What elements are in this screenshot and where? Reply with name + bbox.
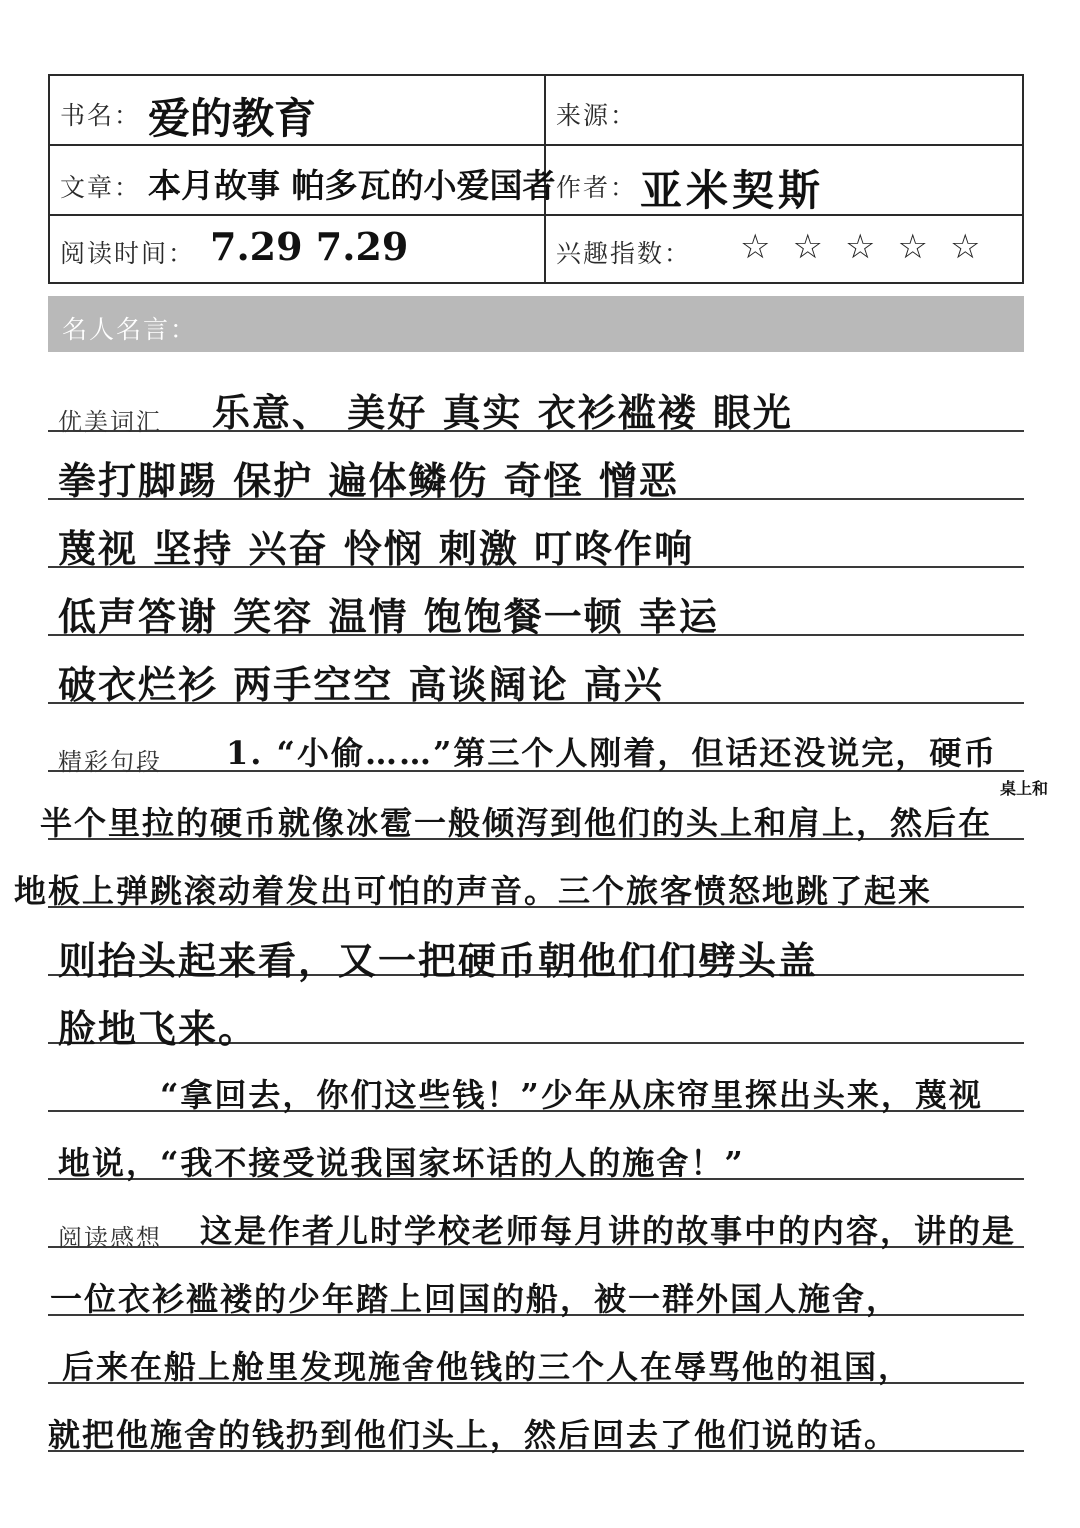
time-value: 7.29 7.29	[210, 224, 409, 269]
passage-line: 1. “小偷……”第三个人刚着，但话还没说完，硬币	[226, 734, 998, 772]
passage-line: 地板上弹跳滚动着发出可怕的声音。三个旅客愤怒地跳了起来	[14, 872, 933, 910]
divider	[544, 76, 546, 144]
vocab-line: 蔑视 坚持 兴奋 怜悯 刺激 叮咚作响	[58, 526, 695, 571]
interest-stars	[740, 227, 981, 267]
reflection-line: 后来在船上舱里发现施舍他钱的三个人在辱骂他的祖国，	[62, 1348, 913, 1386]
source-label: 来源：	[556, 101, 638, 130]
author-value: 亚米契斯	[640, 166, 825, 215]
row-book-source	[50, 76, 1022, 146]
row-article-author	[50, 146, 1022, 216]
passage-label: 精彩句段	[58, 748, 162, 776]
vocab-line: 破衣烂衫 两手空空 高谈阔论 高兴	[58, 662, 664, 707]
passage-line: 脸地飞来。	[58, 1006, 259, 1051]
reflection-line: 一位衣衫褴褛的少年踏上回国的船，被一群外国人施舍，	[50, 1280, 901, 1318]
time-label: 阅读时间：	[60, 239, 196, 268]
star-icon: ☆	[792, 227, 823, 267]
row-time-interest	[50, 216, 1022, 282]
info-table	[48, 74, 1024, 284]
article-value: 本月故事 帕多瓦的小爱国者	[148, 166, 556, 205]
book-label: 书名：	[60, 101, 142, 130]
star-icon: ☆	[897, 227, 928, 267]
passage-line: 则抬头起来看，又一把硬币朝他们们劈头盖	[58, 938, 819, 983]
author-label: 作者：	[556, 173, 638, 202]
reflection-line: 就把他施舍的钱扔到他们头上，然后回去了他们说的话。	[48, 1416, 899, 1454]
reflection-label: 阅读感想	[58, 1224, 162, 1252]
book-value: 爱的教育	[148, 94, 317, 143]
passage-line: 半个里拉的硬币就像冰雹一般倾泻到他们的头上和肩上，然后在	[40, 804, 993, 842]
quotes-label: 名人名言：	[62, 315, 198, 344]
vocab-line: 乐意、 美好 真实 衣衫褴褛 眼光	[212, 390, 793, 435]
quotes-bar	[48, 296, 1024, 352]
star-icon: ☆	[949, 227, 981, 267]
interest-label: 兴趣指数：	[556, 239, 692, 268]
passage-line: 地说，“我不接受说我国家坏话的人的施舍！”	[58, 1144, 745, 1182]
star-icon: ☆	[740, 227, 771, 267]
passage-side-note: 桌上和	[1000, 779, 1049, 798]
passage-line: “拿回去，你们这些钱！”少年从床帘里探出头来，蔑视	[160, 1076, 983, 1114]
star-icon: ☆	[844, 227, 876, 267]
vocab-label: 优美词汇	[58, 408, 162, 436]
vocab-line: 低声答谢 笑容 温情 饱饱餐一顿 幸运	[58, 594, 719, 639]
vocab-line: 拳打脚踢 保护 遍体鳞伤 奇怪 憎恶	[58, 458, 679, 503]
reflection-line: 这是作者儿时学校老师每月讲的故事中的内容，讲的是	[200, 1212, 1017, 1250]
article-label: 文章：	[60, 173, 142, 202]
divider	[544, 216, 546, 282]
